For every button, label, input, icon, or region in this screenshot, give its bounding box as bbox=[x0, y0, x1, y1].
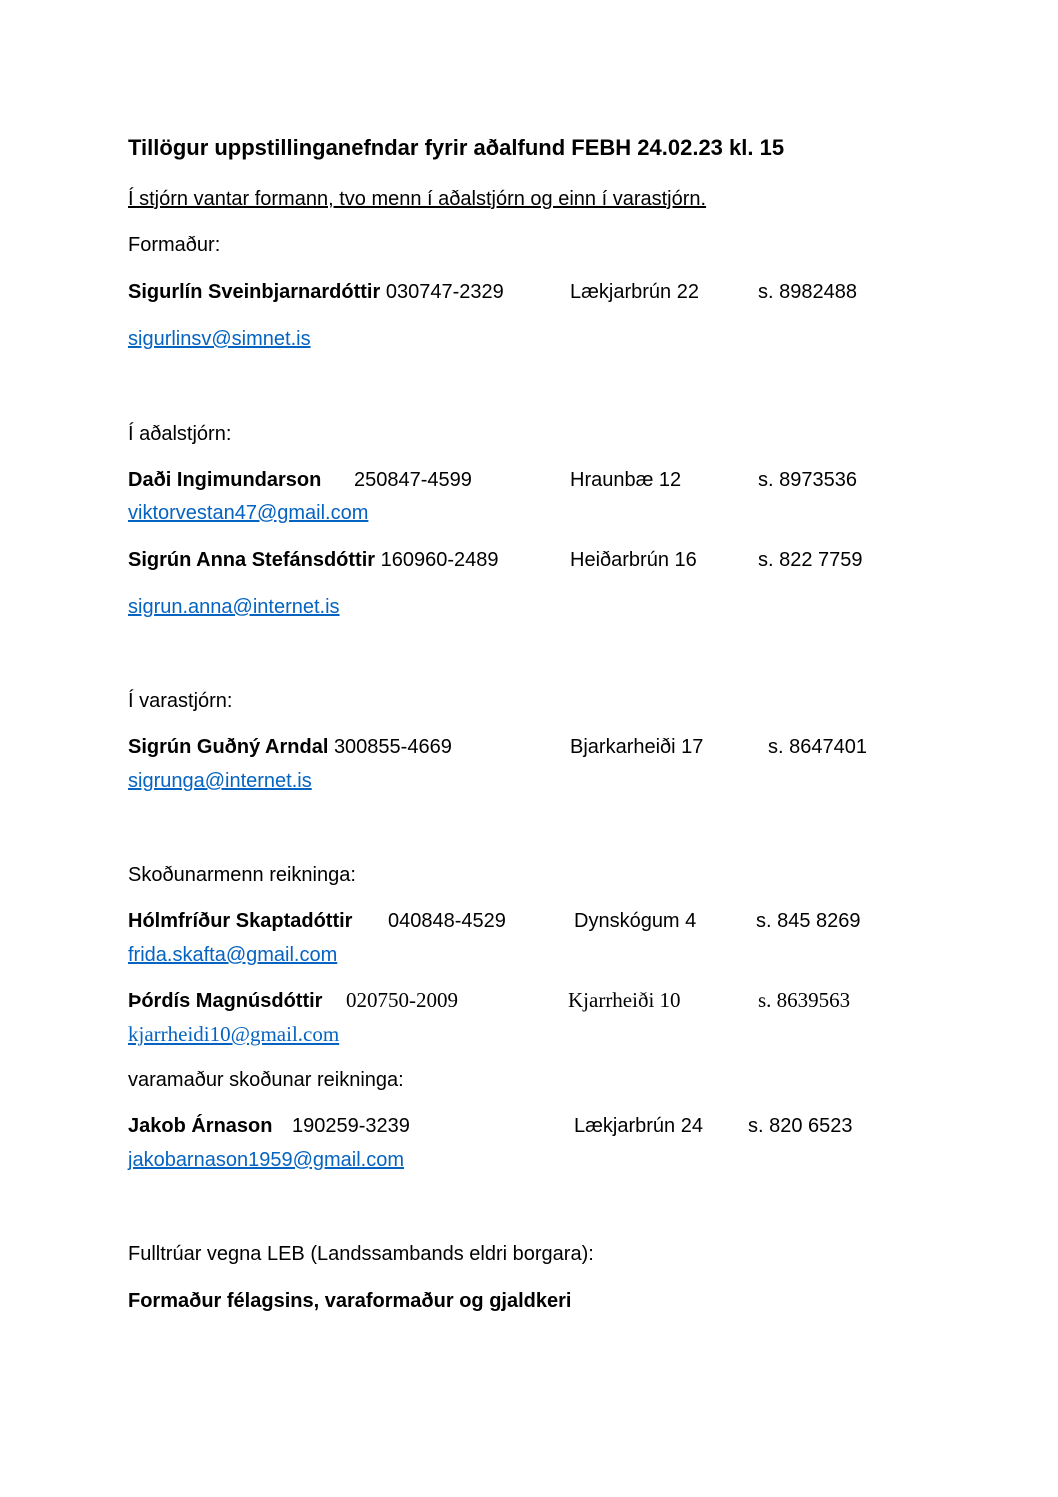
person-address: Dynskógum 4 bbox=[574, 910, 697, 932]
person-phone: s. 8639563 bbox=[758, 988, 851, 1012]
person-phone: s. 845 8269 bbox=[756, 910, 861, 932]
heading-varamadur: varamaður skoðunar reikninga: bbox=[128, 1069, 404, 1091]
person-kt: 040848-4529 bbox=[388, 910, 506, 932]
person-name: Þórdís Magnúsdóttir bbox=[128, 990, 323, 1012]
person-email-link[interactable]: jakobarnason1959@gmail.com bbox=[128, 1149, 405, 1171]
person-name: Sigrún Anna Stefánsdóttir bbox=[128, 549, 376, 571]
person-phone: s. 820 6523 bbox=[748, 1115, 853, 1137]
person-address: Hraunbæ 12 bbox=[570, 469, 682, 491]
person-kt: 020750-2009 bbox=[346, 988, 458, 1012]
heading-adalstjorn: Í aðalstjórn: bbox=[128, 423, 232, 445]
person-name: Sigurlín Sveinbjarnardóttir bbox=[128, 281, 381, 303]
intro-text: Í stjórn vantar formann, tvo menn í aðalstjórn og einn í varastjórn. bbox=[128, 188, 707, 210]
person-phone: s. 8647401 bbox=[768, 736, 867, 758]
person-address: Heiðarbrún 16 bbox=[570, 549, 697, 571]
person-name: Daði Ingimundarson bbox=[128, 469, 322, 491]
person-phone: s. 822 7759 bbox=[758, 549, 863, 571]
document-title: Tillögur uppstillinganefndar fyrir aðalfund FEBH 24.02.23 kl. 15 bbox=[128, 135, 785, 160]
person-row bbox=[128, 280, 504, 304]
heading-formadur: Formaður: bbox=[128, 234, 221, 256]
person-name: Sigrún Guðný Arndal bbox=[128, 736, 329, 758]
person-kt: 250847-4599 bbox=[354, 469, 472, 491]
person-kt: 300855-4669 bbox=[333, 736, 452, 758]
person-name: Hólmfríður Skaptadóttir bbox=[128, 910, 353, 932]
person-kt: 160960-2489 bbox=[380, 549, 499, 571]
leb-representatives: Formaður félagsins, varaformaður og gjaldkeri bbox=[128, 1290, 572, 1312]
person-email-link[interactable]: viktorvestan47@gmail.com bbox=[128, 502, 369, 524]
person-email-link[interactable]: sigrunga@internet.is bbox=[128, 770, 312, 792]
person-email-link[interactable]: frida.skafta@gmail.com bbox=[128, 944, 338, 966]
person-row bbox=[128, 735, 452, 759]
person-name: Jakob Árnason bbox=[128, 1115, 273, 1137]
person-email-link[interactable]: kjarrheidi10@gmail.com bbox=[128, 1022, 340, 1046]
person-email-link[interactable]: sigurlinsv@simnet.is bbox=[128, 328, 311, 350]
person-kt: 190259-3239 bbox=[292, 1115, 410, 1137]
heading-leb: Fulltrúar vegna LEB (Landssambands eldri borgara): bbox=[128, 1243, 594, 1265]
person-address: Bjarkarheiði 17 bbox=[570, 736, 704, 758]
heading-varastjorn: Í varastjórn: bbox=[128, 690, 233, 712]
person-phone: s. 8982488 bbox=[758, 281, 857, 303]
person-email-link[interactable]: sigrun.anna@internet.is bbox=[128, 596, 340, 618]
person-kt: 030747-2329 bbox=[385, 281, 504, 303]
person-address: Kjarrheiði 10 bbox=[568, 988, 681, 1012]
heading-skodunarmenn: Skoðunarmenn reikninga: bbox=[128, 864, 356, 886]
person-phone: s. 8973536 bbox=[758, 469, 857, 491]
person-address: Lækjarbrún 24 bbox=[574, 1115, 703, 1137]
person-row bbox=[128, 548, 499, 572]
person-address: Lækjarbrún 22 bbox=[570, 281, 699, 303]
